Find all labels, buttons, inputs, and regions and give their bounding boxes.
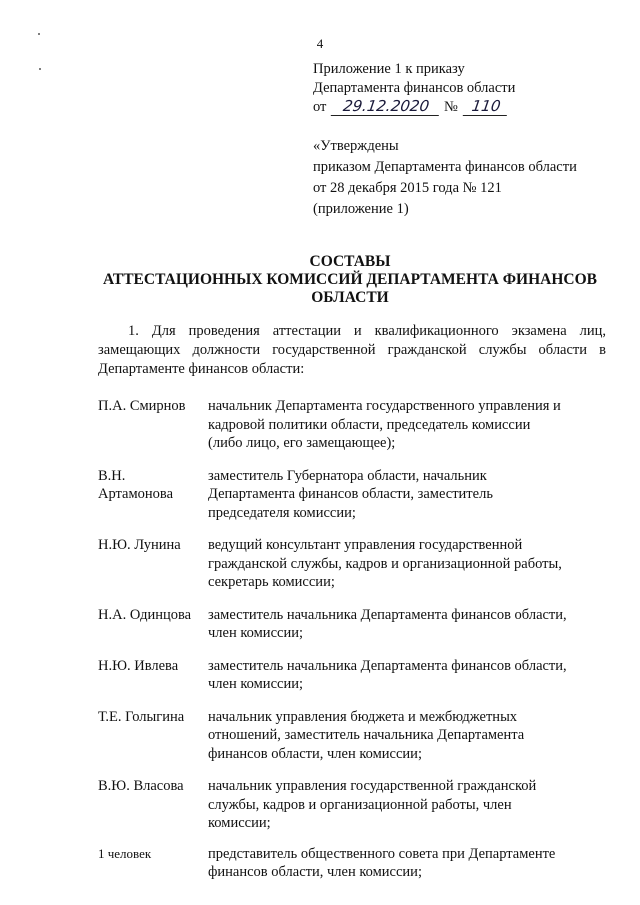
approved-line-2: приказом Департамента финансов области (313, 159, 577, 175)
member-role: заместитель начальника Департамента финансов области, член комиссии; (208, 657, 567, 692)
member-role: начальник управления бюджета и межбюджетных отношений, заместитель начальника Департамента финансов области, член комиссии; (208, 708, 525, 762)
member-row (98, 708, 618, 764)
member-row (98, 467, 618, 523)
member-name: 1 человек (98, 845, 152, 861)
scan-speck (39, 68, 41, 70)
member-name: Н.А. Одинцова (98, 606, 192, 623)
intro-paragraph: 1. Для проведения аттестации и квалификационного экзамена лиц, замещающих должности государственной гражданской службы области в Департаменте финансов области: (98, 323, 606, 377)
page-number: 4 (316, 36, 324, 51)
member-role: ведущий консультант управления государственной гражданской службы, кадров и организационной работы, секретарь комиссии; (208, 537, 562, 590)
commission-members-list (98, 397, 618, 882)
title-line-3: ОБЛАСТИ (311, 289, 389, 306)
member-row (98, 397, 618, 453)
member-row (98, 777, 618, 833)
member-role: представитель общественного совета при Департаменте финансов области, член комиссии; (208, 845, 556, 880)
from-label: от (313, 99, 327, 115)
member-name: В.Н. Артамонова (98, 467, 174, 502)
document-title (80, 253, 620, 307)
appendix-line-2: Департамента финансов области (313, 80, 516, 96)
title-line-1: СОСТАВЫ (309, 253, 391, 270)
title-line-2: АТТЕСТАЦИОННЫХ КОМИССИЙ ДЕПАРТАМЕНТА ФИНАНСОВ (103, 271, 597, 288)
approved-block (313, 136, 623, 220)
member-role: заместитель начальника Департамента финансов области, член комиссии; (208, 606, 567, 641)
approved-line-3: от 28 декабря 2015 года № 121 (313, 180, 502, 196)
appendix-line-1: Приложение 1 к приказу (313, 61, 465, 77)
member-name: Н.Ю. Лунина (98, 537, 181, 553)
member-row (98, 657, 618, 694)
scan-speck (38, 33, 40, 35)
appendix-date-line (313, 98, 613, 117)
member-row (98, 536, 618, 592)
member-role: начальник управления государственной гражданской службы, кадров и организационной работы, член комиссии; (208, 778, 537, 831)
member-row (98, 606, 618, 643)
number-label: № (444, 99, 458, 115)
appendix-block (313, 60, 613, 117)
handwritten-number: 110 (463, 98, 510, 116)
handwritten-date: 29.12.2020 (331, 98, 442, 116)
approved-line-4: (приложение 1) (313, 201, 409, 217)
member-role: заместитель Губернатора области, начальник Департамента финансов области, заместитель председателя комиссии; (208, 467, 493, 521)
member-role: начальник Департамента государственного управления и кадровой политики области, председатель комиссии (либо лицо, его замещающее); (208, 398, 561, 451)
member-name: Т.Е. Голыгина (98, 708, 185, 725)
member-name: В.Ю. Власова (98, 778, 184, 794)
member-row (98, 845, 618, 882)
member-name: Н.Ю. Ивлева (98, 657, 179, 674)
member-name: П.А. Смирнов (98, 398, 186, 414)
approved-line-1: «Утверждены (313, 138, 399, 154)
